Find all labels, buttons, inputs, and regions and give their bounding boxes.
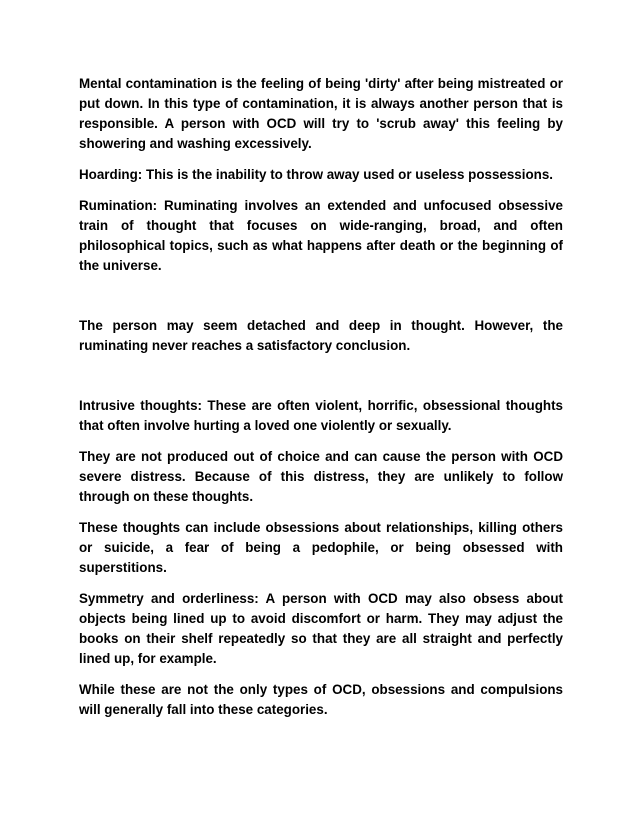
paragraph-intrusive-thoughts: Intrusive thoughts: These are often violent, horrific, obsessional thoughts that often involve hurting a loved one violently or sexually. bbox=[79, 398, 563, 433]
paragraph-hoarding: Hoarding: This is the inability to throw away used or useless possessions. bbox=[79, 167, 553, 182]
paragraph-obsessions: These thoughts can include obsessions about relationships, killing others or suicide, a fear of being a pedophile, or being obsessed with superstitions. bbox=[79, 520, 563, 575]
paragraph-rumination: Rumination: Ruminating involves an extended and unfocused obsessive train of thought that focuses on wide-ranging, broad, and often philosophical topics, such as what happens after death or the beginning of the universe. bbox=[79, 198, 563, 273]
paragraph-symmetry: Symmetry and orderliness: A person with OCD may also obsess about objects being lined up to avoid discomfort or harm. They may adjust the books on their shelf repeatedly so that they are all straight and perfectly lined up, for example. bbox=[79, 591, 563, 666]
paragraph-distress: They are not produced out of choice and can cause the person with OCD severe distress. Because of this distress, they are unlikely to follow through on these thoughts. bbox=[79, 449, 563, 504]
paragraph-detached: The person may seem detached and deep in thought. However, the ruminating never reaches a satisfactory conclusion. bbox=[79, 318, 563, 353]
document-page bbox=[79, 74, 563, 731]
paragraph-conclusion: While these are not the only types of OCD, obsessions and compulsions will generally fall into these categories. bbox=[79, 682, 563, 717]
paragraph-mental-contamination: Mental contamination is the feeling of being 'dirty' after being mistreated or put down. In this type of contamination, it is always another person that is responsible. A person with OCD will try to 'scrub away' this feeling by showering and washing excessively. bbox=[79, 76, 563, 151]
